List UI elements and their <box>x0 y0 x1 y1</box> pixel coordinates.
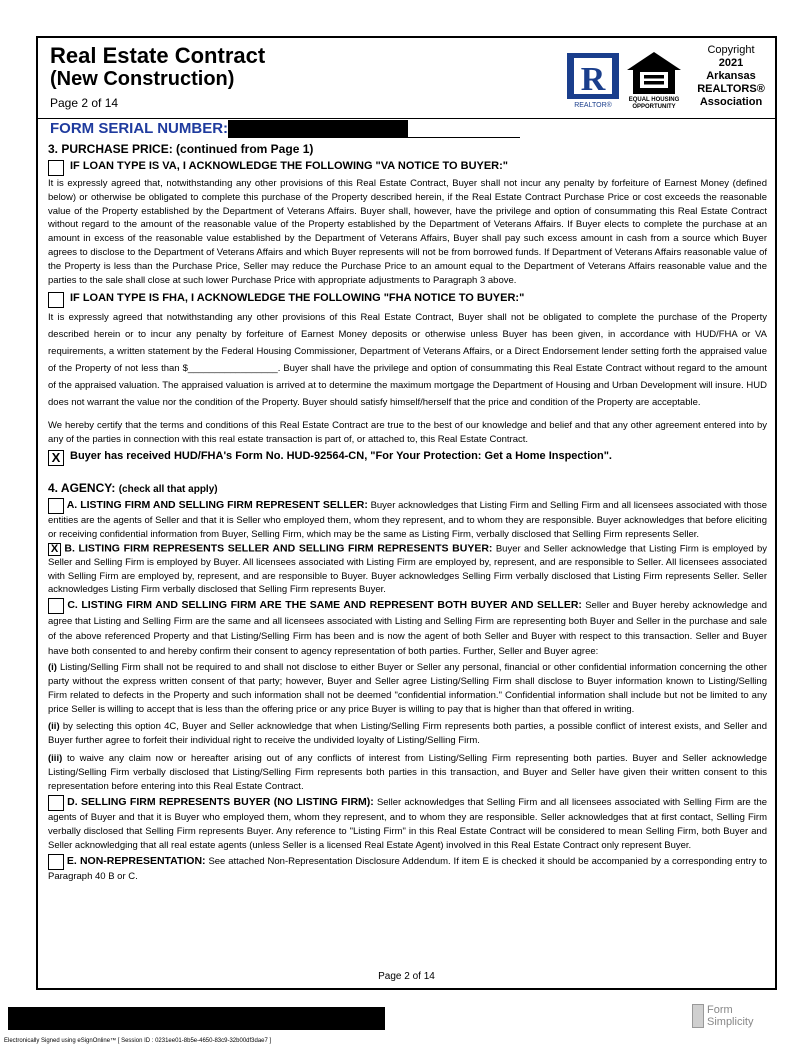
section4-heading <box>48 481 767 497</box>
hud-checkbox[interactable]: X <box>48 450 64 466</box>
agency-b-checkbox[interactable]: X <box>48 543 61 556</box>
copyright-association: Association <box>699 96 763 108</box>
hud-text: Buyer has received HUD/FHA's Form No. HUD-92564-CN, "For Your Protection: Get a Home Inspection". <box>70 449 612 462</box>
equal-housing-icon <box>623 50 685 110</box>
agency-e-text: See attached Non-Representation Disclosure Addendum. If item E is checked it should be accompanied by a corresponding entry to Paragraph 40 B or C. <box>48 855 768 882</box>
form-header <box>38 38 775 119</box>
agency-c <box>48 597 767 659</box>
agency-e-checkbox[interactable] <box>48 854 64 870</box>
agency-d-text: Seller acknowledges that Selling Firm and all licensees associated with Selling Firm are the agents of Buyer and that it is Buyer who employed them, whom they represent, and to whom they are responsible. Seller acknowledges that at first contact, Selling Firm verbally disclosed that Selling Firm represents Buyer. Any reference to "Listing Firm" in this Real Estate Contract will be considered to mean Selling Firm, both Buyer and Seller acknowledging that all real estate agents (unless Seller is a licensed Real Estate Agent) involved in this Real Estate Contract only represent Buyer. <box>48 797 768 852</box>
brand-line-2: Simplicity <box>707 1016 754 1028</box>
copyright-state: Arkansas <box>706 70 756 82</box>
agency-c-ii-text: by selecting this option 4C, Buyer and Seller acknowledge that when Listing/Selling Firm represents both parties, a possible conflict of interest exists, and Seller and Buyer further agree to forfeit their individual right to receive the undivided loyalty of Listing/Selling Firm. <box>48 721 767 747</box>
agency-c-iii <box>48 752 767 793</box>
section4-note: (check all that apply) <box>118 483 218 495</box>
agency-c-iii-text: to waive any claim now or hereafter arising out of any conflicts of interest from Listing/Selling Firm representing both parties. Buyer and Seller acknowledge Listing/Selling Firm verbally disclosed that Listing/Selling Firm represents both parties in this transaction, and Buyer and Seller have given their written consent to this representation before entering into this Real Estate Contract. <box>48 753 767 792</box>
agency-c-i <box>48 661 767 716</box>
realtor-label: REALTOR® <box>574 102 612 108</box>
agency-a <box>48 497 767 542</box>
signature-redaction <box>8 1007 385 1030</box>
agency-c-checkbox[interactable] <box>48 598 64 614</box>
form-title: Real Estate Contract <box>50 43 266 68</box>
agency-b-title: B. LISTING FIRM REPRESENTS SELLER AND SELLING FIRM REPRESENTS BUYER: <box>64 542 493 555</box>
brand-line-1: Form <box>707 1004 733 1016</box>
agency-a-text: Buyer acknowledges that Listing Firm and Selling Firm and all licensees associated with those entities are the agents of Seller and that it is Seller who employed them, whom they represent, and to whom they are responsible. Buyer acknowledges that before eliciting or receiving confidential information from Buyer, Selling Firm, which may be the same as Listing Firm, verbally disclosed that Selling Firm represents Seller. <box>48 499 767 540</box>
serial-blank <box>408 121 520 138</box>
fha-notice-row <box>48 291 767 308</box>
agency-b-text: Buyer and Seller acknowledge that Listing Firm is employed by Seller and Selling Firm is employed by Buyer. All licensees associated with Listing Firm are employed by, represent, and are responsible to Seller. All licensees associated with Selling Firm are employed by, represent, and are responsible to Buyer. Buyer acknowledges Selling Firm verbally disclosed that Listing Firm represents Seller. Seller acknowledges Listing Firm verbally disclosed that Selling Firm represents Buyer. <box>48 543 768 596</box>
footer-page-number: Page 2 of 14 <box>378 971 435 982</box>
realtor-logo-icon <box>566 52 620 108</box>
copyright-realtors: REALTORS® <box>697 83 765 95</box>
equal-housing-label-1: EQUAL HOUSING <box>628 97 680 103</box>
form-content <box>48 142 767 884</box>
va-heading: IF LOAN TYPE IS VA, I ACKNOWLEDGE THE FOLLOWING "VA NOTICE TO BUYER:" <box>70 160 509 172</box>
agency-c-text: Seller and Buyer hereby acknowledge and agree that Listing and Selling Firm are the same and all licensees associated with Listing and Selling Firm are representing both Buyer and Seller in the purchase and sale of the above referenced Property and that Listing/Selling Firm has been and is now the agent of both Seller and Buyer with respect to this transaction. Seller and Buyer have both consented to and hereby confirm their consent to agency representation of both parties. Further, Seller and Buyer agree: <box>48 600 768 658</box>
agency-c-i-text: Listing/Selling Firm shall not be required to and shall not disclose to either Buyer or Seller any personal, financial or other confidential information concerning the other party without the express written consent of that party; however, Buyer and Seller agree Listing/Selling Firm shall disclose to Buyer information known to Listing/Selling Firm related to defects in the Property and such information shall not be deemed "confidential information." Confidential information shall include but not be limited to any price Seller is willing to accept that is less than the offering price or any price Buyer is willing to pay that is higher than that offered in writing. <box>48 662 768 715</box>
fha-text: It is expressly agreed that notwithstanding any other provisions of this Real Estate Contract, Buyer shall not be obligated to complete the purchase of the Property described herein or to incur any penalty by forfeiture of Earnest Money deposits or otherwise unless Buyer has been given, in accordance with HUD/FHA or VA requirements, a written statement by the Federal Housing Commissioner, Department of Veterans Affairs, or a Direct Endorsement lender setting forth the appraised value of the Property of not less than $_________________. Buyer shall have the privilege and option of consummating this Real Estate Contract without regard to the amount of the appraised valuation. The appraised valuation is arrived at to determine the maximum mortgage the Department of Housing and Urban Development will insure. HUD does not warrant the value nor the condition of the Property. Buyer should satisfy himself/herself that the price and condition of the Property are acceptable. <box>48 312 767 409</box>
equal-housing-label-2: OPPORTUNITY <box>632 104 676 110</box>
hud-row <box>48 449 767 466</box>
form-page <box>36 36 777 990</box>
agency-a-checkbox[interactable] <box>48 498 64 514</box>
agency-c-title: C. LISTING FIRM AND SELLING FIRM ARE THE SAME AND REPRESENT BOTH BUYER AND SELLER: <box>67 599 582 612</box>
certify-text: We hereby certify that the terms and conditions of this Real Estate Contract are true to the best of our knowledge and belief and that any other agreement entered into by any of the parties in connection with this real estate transaction is part of, or attached to, this Real Estate Contract. <box>48 420 767 446</box>
va-text: It is expressly agreed that, notwithstanding any other provisions of this Real Estate Contract, Buyer shall not incur any penalty by forfeiture of Earnest Money (defined below) or otherwise be obligated to complete this purchase of the Property described herein, if the Real Estate Contract Purchase Price or cost exceeds the reasonable value of the Property established by the Department of Veterans Affairs. Buyer shall, however, have the privilege and option of consummating this Real Estate Contract without regard to the amount of the reasonable value of the Property established by the Department of Veterans Affairs. If Buyer elects to complete the purchase at an amount in excess of the reasonable value established by the Department of Veterans Affairs, Buyer shall pay such excess amount in cash from a source which Buyer agrees to disclose to the Department of Veterans Affairs and which Buyer represents will not be from borrowed funds. If Department of Veterans Affairs reasonable value of the Property is less than the Purchase Price, Seller may reduce the Purchase Price to an amount equal to the Department of Veterans Affairs reasonable value and the parties to the sale shall close at such lower Purchase Price with appropriate adjustments to Paragraph 3 above. <box>48 178 767 286</box>
form-subtitle: (New Construction) <box>50 68 235 90</box>
section3-heading: 3. PURCHASE PRICE: (continued from Page 1) <box>48 142 314 156</box>
va-notice-row <box>48 159 767 176</box>
agency-d-title: D. SELLING FIRM REPRESENTS BUYER (NO LISTING FIRM): <box>67 796 374 809</box>
va-checkbox[interactable] <box>48 160 64 176</box>
agency-d <box>48 794 767 852</box>
agency-e <box>48 853 767 884</box>
serial-redaction <box>228 120 408 138</box>
agency-c-iii-label: (iii) <box>48 753 63 765</box>
formsimplicity-logo <box>692 1004 753 1028</box>
serial-label: FORM SERIAL NUMBER: <box>50 120 229 137</box>
esign-notice: Electronically Signed using eSignOnline™ [ Session ID : 0231ee01-8b5e-4650-83c9-32b00df3dae7 ] <box>4 1038 272 1044</box>
copyright-year: 2021 <box>718 57 744 69</box>
agency-e-title: E. NON-REPRESENTATION: <box>66 854 206 867</box>
agency-b <box>48 542 767 598</box>
svg-text:R: R <box>580 61 606 98</box>
header-page-number: Page 2 of 14 <box>50 96 119 110</box>
fha-checkbox[interactable] <box>48 292 64 308</box>
fha-heading: IF LOAN TYPE IS FHA, I ACKNOWLEDGE THE FOLLOWING "FHA NOTICE TO BUYER:" <box>70 292 525 305</box>
section4-title: 4. AGENCY: <box>48 480 116 495</box>
form-serial-number <box>50 120 520 138</box>
agency-c-ii-label: (ii) <box>48 721 60 733</box>
document-icon <box>692 1004 704 1028</box>
agency-a-title: A. LISTING FIRM AND SELLING FIRM REPRESENT SELLER: <box>66 498 368 511</box>
copyright-block <box>690 44 772 109</box>
copyright-line: Copyright <box>707 44 755 56</box>
agency-c-i-label: (i) <box>48 662 57 674</box>
agency-c-ii <box>48 720 767 748</box>
agency-d-checkbox[interactable] <box>48 795 64 811</box>
